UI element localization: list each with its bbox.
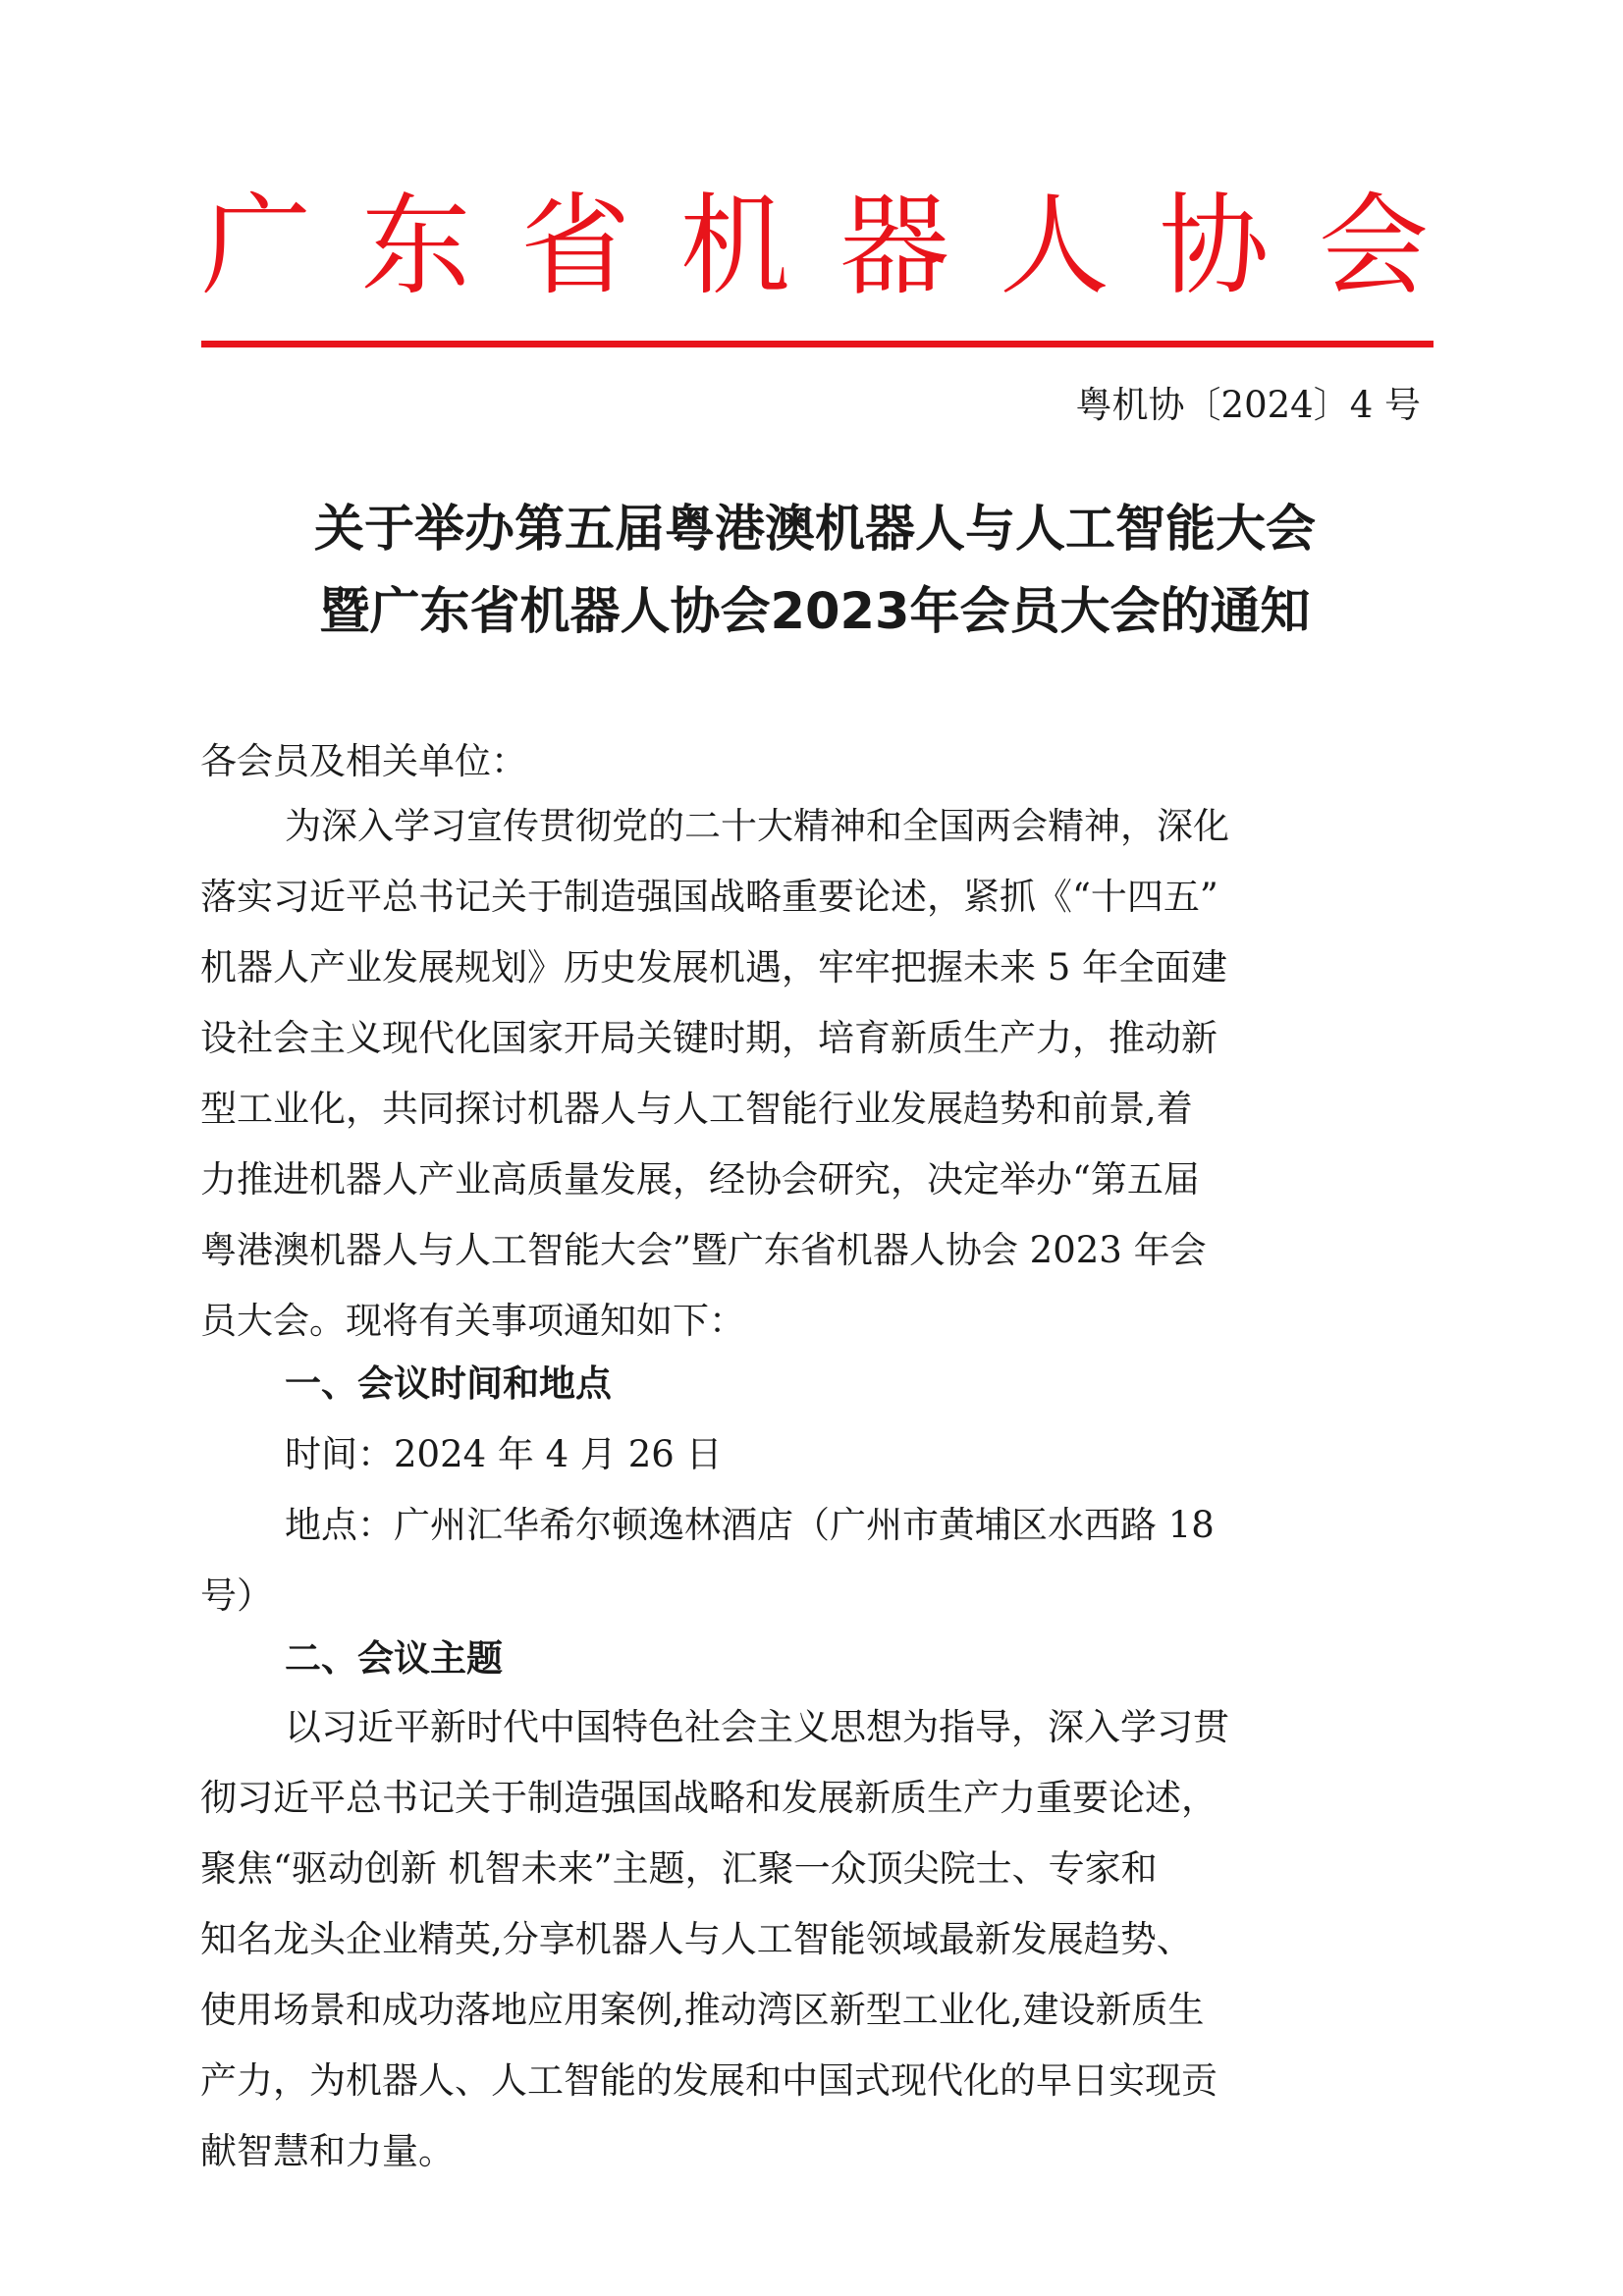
meeting-time: 时间：2024 年 4 月 26 日: [285, 1433, 723, 1475]
paragraph-line: 为深入学习宣传贯彻党的二十大精神和全国两会精神，深化: [285, 805, 1229, 847]
letterhead-char: 东: [360, 183, 471, 310]
paragraph-line: 产力，为机器人、人工智能的发展和中国式现代化的早日实现贡: [200, 2059, 1217, 2102]
salutation: 各会员及相关单位：: [200, 740, 527, 782]
paragraph-line: 型工业化，共同探讨机器人与人工智能行业发展趋势和前景,着: [200, 1088, 1193, 1130]
paragraph-line: 以习近平新时代中国特色社会主义思想为指导，深入学习贯: [285, 1706, 1229, 1748]
letterhead-char: 机: [679, 183, 790, 310]
letterhead-char: 器: [839, 183, 950, 310]
meeting-location-continued: 号）: [200, 1575, 273, 1617]
paragraph-line: 员大会。现将有关事项通知如下：: [200, 1300, 745, 1342]
section-heading-time-location: 一、会议时间和地点: [285, 1362, 612, 1405]
paragraph-line: 粤港澳机器人与人工智能大会”暨广东省机器人协会 2023 年会: [200, 1229, 1207, 1271]
letterhead-divider: [201, 341, 1434, 347]
paragraph-line: 使用场景和成功落地应用案例,推动湾区新型工业化,建设新质生: [200, 1989, 1205, 2031]
letterhead-char: 会: [1318, 183, 1429, 310]
paragraph-line: 设社会主义现代化国家开局关键时期，培育新质生产力，推动新: [200, 1017, 1217, 1059]
paragraph-line: 落实习近平总书记关于制造强国战略重要论述，紧抓《“十四五”: [200, 876, 1218, 918]
paragraph-line: 机器人产业发展规划》历史发展机遇，牢牢把握未来 5 年全面建: [200, 946, 1228, 988]
letterhead-title: [201, 173, 1429, 320]
paragraph-line: 献智慧和力量。: [200, 2130, 455, 2172]
paragraph-line: 聚焦“驱动创新 机智未来”主题，汇聚一众顶尖院士、专家和: [200, 1847, 1158, 1890]
document-title-line-2: 暨广东省机器人协会2023年会员大会的通知: [319, 583, 1311, 641]
letterhead-char: 省: [520, 183, 631, 310]
meeting-location: 地点：广州汇华希尔顿逸林酒店（广州市黄埔区水西路 18: [285, 1504, 1215, 1546]
letterhead-char: 广: [201, 183, 311, 310]
letterhead-char: 人: [999, 183, 1109, 310]
paragraph-line: 彻习近平总书记关于制造强国战略和发展新质生产力重要论述，: [200, 1777, 1217, 1819]
section-heading-theme: 二、会议主题: [285, 1637, 503, 1680]
document-title-line-1: 关于举办第五届粤港澳机器人与人工智能大会: [313, 501, 1316, 559]
paragraph-line: 力推进机器人产业高质量发展，经协会研究，决定举办“第五届: [200, 1158, 1200, 1201]
letterhead-char: 协: [1159, 183, 1270, 310]
document-number: 粤机协〔2024〕4 号: [1075, 384, 1421, 426]
paragraph-line: 知名龙头企业精英,分享机器人与人工智能领域最新发展趋势、: [200, 1918, 1193, 1960]
